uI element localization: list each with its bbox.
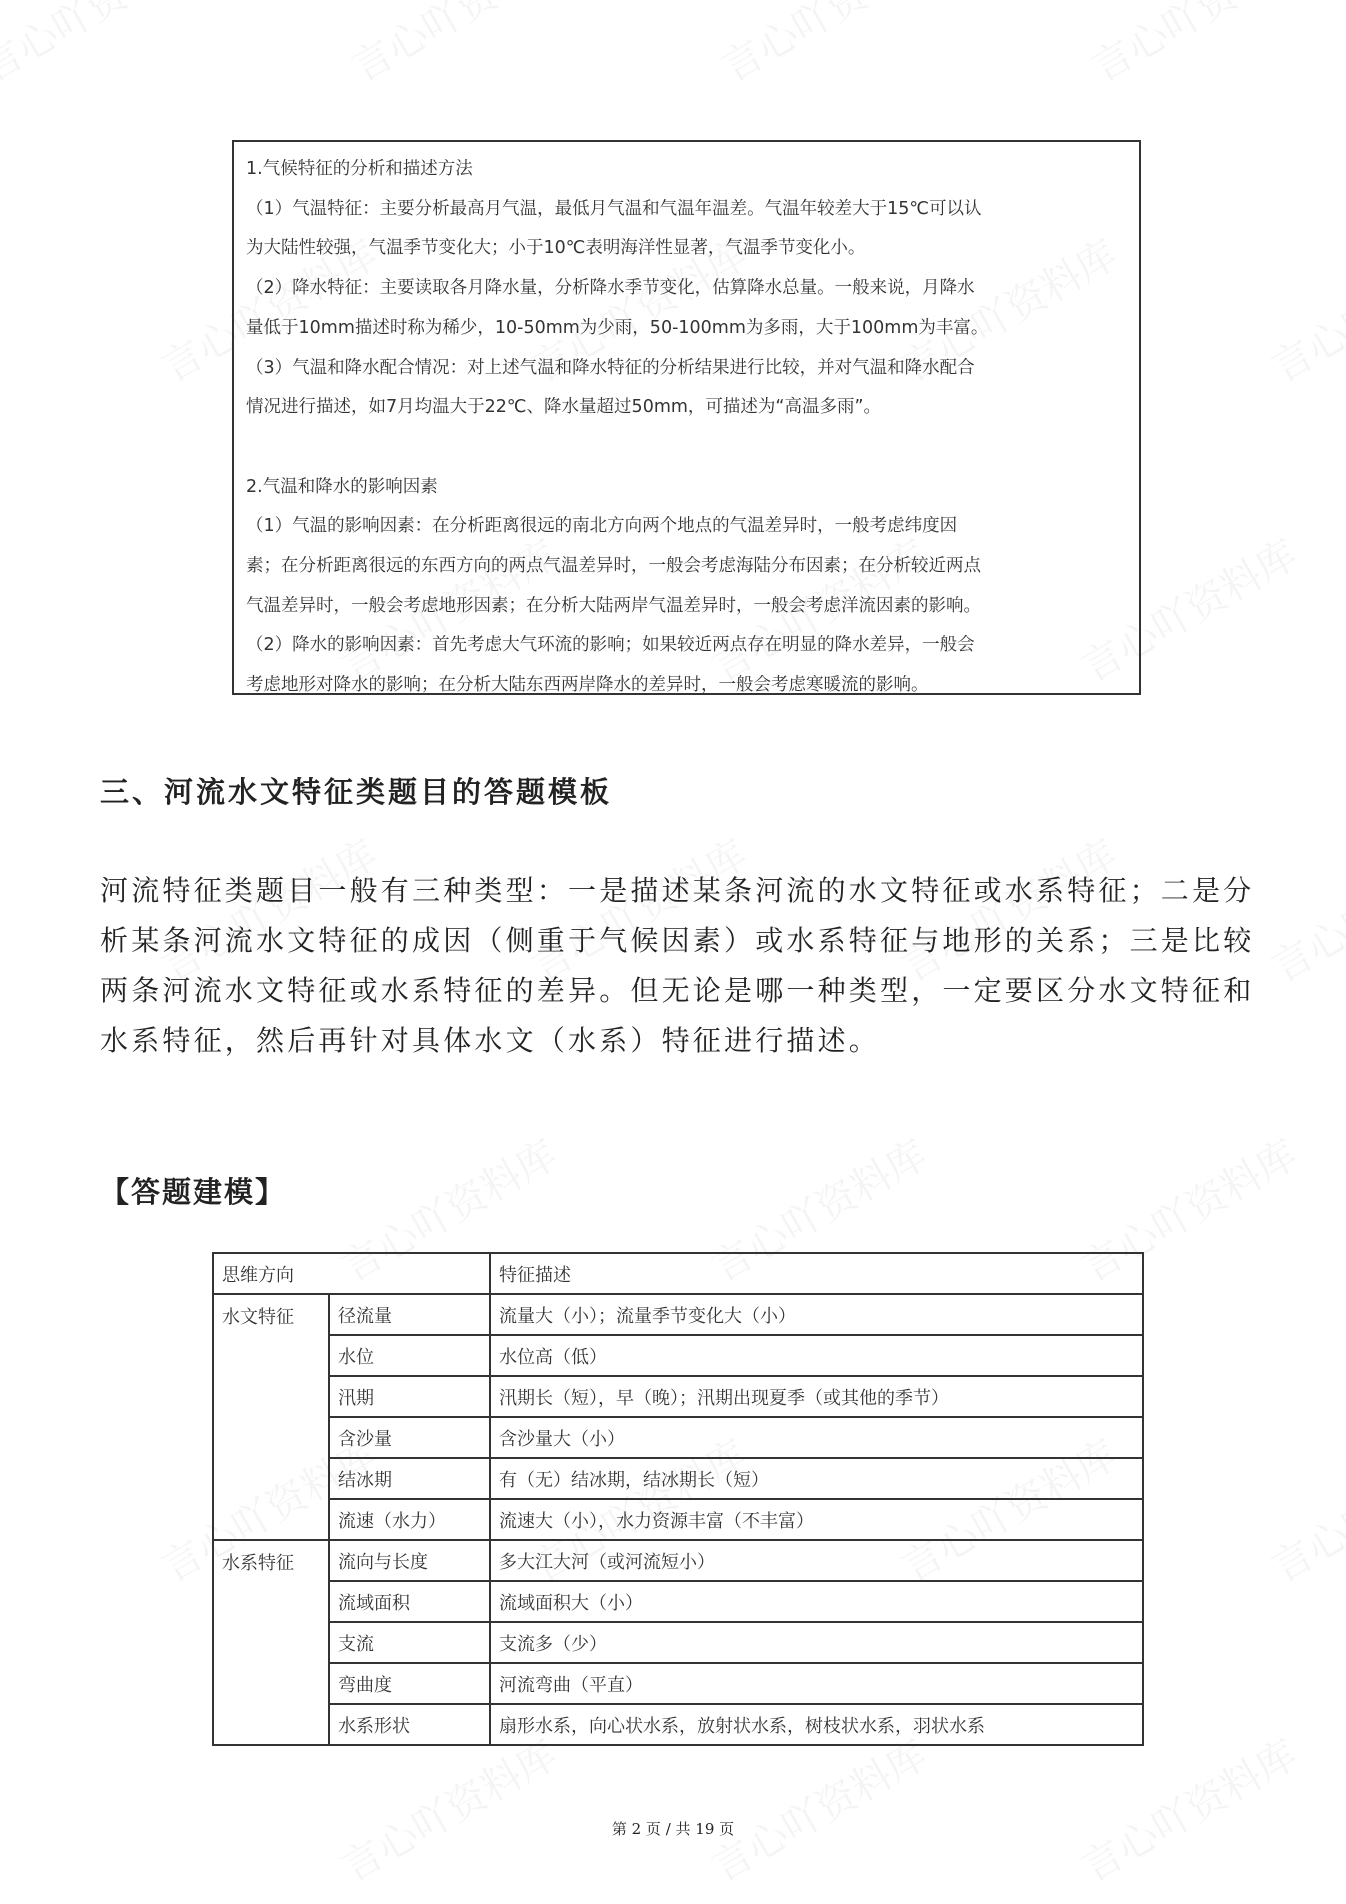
description-cell: 河流弯曲（平直） — [490, 1663, 1143, 1704]
aspect-cell: 流速（水力） — [329, 1499, 490, 1540]
watermark-text — [1080, 0, 1316, 93]
box-line: （2）降水的影响因素：首先考虑大气环流的影响；如果较近两点存在明显的降水差异，一般会 — [246, 635, 975, 656]
group-cell: 水系特征 — [213, 1540, 329, 1745]
aspect-cell: 结冰期 — [329, 1458, 490, 1499]
watermark-text — [0, 0, 206, 93]
section-heading: 三、河流水文特征类题目的答题模板 — [100, 775, 613, 809]
description-cell: 流量大（小）；流量季节变化大（小） — [490, 1294, 1143, 1335]
description-cell: 含沙量大（小） — [490, 1417, 1143, 1458]
header-cell: 特征描述 — [490, 1253, 1143, 1294]
description-cell: 支流多（少） — [490, 1622, 1143, 1663]
header-cell: 思维方向 — [213, 1253, 490, 1294]
box-line: （1）气温的影响因素：在分析距离很远的南北方向两个地点的气温差异时，一般考虑纬度因 — [246, 516, 958, 537]
aspect-cell: 支流 — [329, 1622, 490, 1663]
description-cell: 水位高（低） — [490, 1335, 1143, 1376]
box-line: 情况进行描述，如7月均温大于22℃、降水量超过50mm，可描述为“高温多雨”。 — [246, 397, 882, 418]
table-row — [213, 1417, 1143, 1458]
box-line: 气温差异时，一般会考虑地形因素；在分析大陆两岸气温差异时，一般会考虑洋流因素的影响。 — [246, 595, 981, 616]
box-line: 2.气温和降水的影响因素 — [246, 476, 438, 497]
watermark-text — [1260, 1424, 1346, 1593]
aspect-cell: 流域面积 — [329, 1581, 490, 1622]
table-row — [213, 1581, 1143, 1622]
box-line: 为大陆性较强，气温季节变化大；小于10℃表明海洋性显著，气温季节变化小。 — [246, 238, 866, 259]
watermark-text — [1260, 224, 1346, 393]
model-heading: 【答题建模】 — [100, 1175, 287, 1209]
watermark-text — [340, 0, 576, 93]
description-cell: 流速大（小），水力资源丰富（不丰富） — [490, 1499, 1143, 1540]
page-footer: 第 2 页 / 共 19 页 — [611, 1820, 735, 1838]
intro-paragraph: 河流特征类题目一般有三种类型：一是描述某条河流的水文特征或水系特征；二是分析某条河流水文特征的成因（侧重于气候因素）或水系特征与地形的关系；三是比较两条河流水文特征或水系特征的差异。但无论是哪一种类型，一定要区分水文特征和水系特征，然后再针对具体水文（水系）特征进行描述。 — [100, 874, 1255, 1057]
table-row — [213, 1376, 1143, 1417]
table-row — [213, 1704, 1143, 1745]
box-line: （2）降水特征：主要读取各月降水量，分析降水季节变化，估算降水总量。一般来说，月降水 — [246, 278, 975, 299]
table-row — [213, 1294, 1143, 1335]
aspect-cell: 水系形状 — [329, 1704, 490, 1745]
watermark-text — [710, 0, 946, 93]
watermark-text — [1260, 824, 1346, 993]
box-line: 1.气候特征的分析和描述方法 — [246, 159, 473, 179]
aspect-cell: 径流量 — [329, 1294, 490, 1335]
box-line: 量低于10mm描述时称为稀少，10-50mm为少雨，50-100mm为多雨，大于100mm为丰富。 — [246, 317, 989, 338]
description-cell: 流域面积大（小） — [490, 1581, 1143, 1622]
feature-table — [212, 1252, 1144, 1746]
description-cell: 汛期长（短），早（晚）；汛期出现夏季（或其他的季节） — [490, 1376, 1143, 1417]
box-line: 考虑地形对降水的影响；在分析大陆东西两岸降水的差异时，一般会考虑寒暖流的影响。 — [246, 675, 929, 696]
table-row — [213, 1499, 1143, 1540]
box-line: 素；在分析距离很远的东西方向的两点气温差异时，一般会考虑海陆分布因素；在分析较近两点 — [246, 556, 981, 577]
description-cell: 多大江大河（或河流短小） — [490, 1540, 1143, 1581]
aspect-cell: 汛期 — [329, 1376, 490, 1417]
aspect-cell: 水位 — [329, 1335, 490, 1376]
description-cell: 扇形水系，向心状水系，放射状水系，树枝状水系，羽状水系 — [490, 1704, 1143, 1745]
box-line: （3）气温和降水配合情况：对上述气温和降水特征的分析结果进行比较，并对气温和降水配合 — [246, 357, 975, 378]
box-line: （1）气温特征：主要分析最高月气温，最低月气温和气温年温差。气温年较差大于15℃可以认 — [246, 198, 982, 219]
aspect-cell: 弯曲度 — [329, 1663, 490, 1704]
table-header-row — [213, 1253, 1143, 1294]
watermark-text — [1070, 1724, 1306, 1893]
watermark-text — [700, 1724, 936, 1893]
description-cell: 有（无）结冰期，结冰期长（短） — [490, 1458, 1143, 1499]
climate-notes-box — [232, 140, 1141, 695]
aspect-cell: 含沙量 — [329, 1417, 490, 1458]
watermark-text — [330, 1724, 566, 1893]
table-row — [213, 1458, 1143, 1499]
aspect-cell: 流向与长度 — [329, 1540, 490, 1581]
table-row — [213, 1540, 1143, 1581]
group-cell: 水文特征 — [213, 1294, 329, 1540]
table-row — [213, 1663, 1143, 1704]
table-row — [213, 1335, 1143, 1376]
table-row — [213, 1622, 1143, 1663]
